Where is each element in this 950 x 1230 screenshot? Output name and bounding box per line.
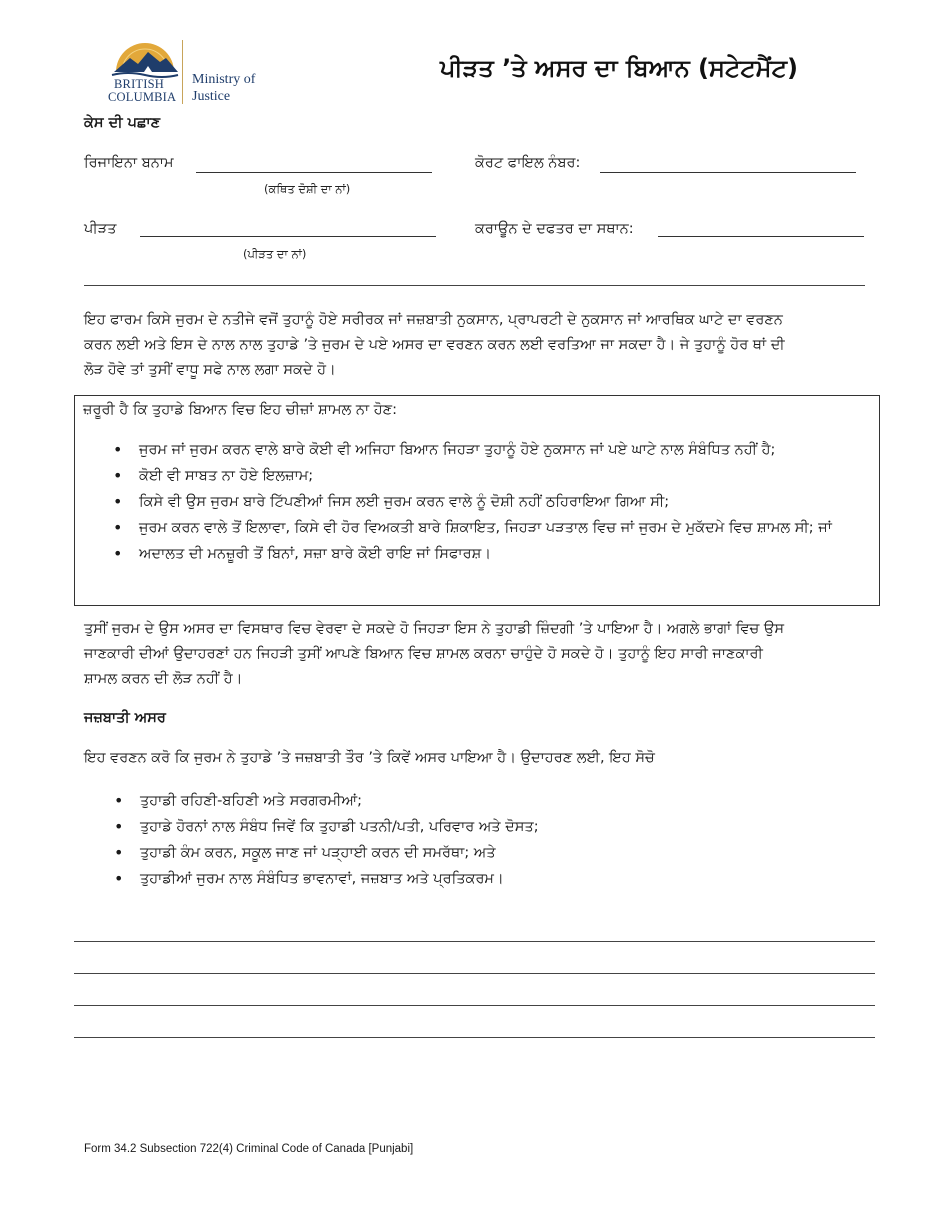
- crown-office-label: ਕਰਾਊਨ ਦੇ ਦਫਤਰ ਦਾ ਸਥਾਨ:: [475, 221, 634, 237]
- emotional-impact-heading: ਜਜ਼ਬਾਤੀ ਅਸਰ: [84, 710, 166, 726]
- list-item: • ਤੁਹਾਡੀ ਕੰਮ ਕਰਨ, ਸਕੂਲ ਜਾਣ ਜਾਂ ਪੜ੍ਹਾਈ ਕਰਨ ਦੀ ਸਮਰੱਥਾ; ਅਤੇ: [140, 840, 840, 866]
- intro-line-3: ਲੋੜ ਹੋਵੇ ਤਾਂ ਤੁਸੀਂ ਵਾਧੂ ਸਫੇ ਨਾਲ ਲਗਾ ਸਕਦੇ ਹੋ।: [84, 362, 336, 378]
- accused-name-field[interactable]: [196, 172, 432, 173]
- exclusions-intro: ਜ਼ਰੂਰੀ ਹੈ ਕਿ ਤੁਹਾਡੇ ਬਿਆਨ ਵਿਚ ਇਹ ਚੀਜ਼ਾਂ ਸ਼ਾਮਲ ਨਾ ਹੋਣ:: [83, 402, 397, 418]
- details-line-3: ਸ਼ਾਮਲ ਕਰਨ ਦੀ ਲੋੜ ਨਹੀਂ ਹੈ।: [84, 671, 243, 687]
- emotional-impact-intro: ਇਹ ਵਰਣਨ ਕਰੋ ਕਿ ਜੁਰਮ ਨੇ ਤੁਹਾਡੇ ’ਤੇ ਜਜ਼ਬਾਤੀ ਤੌਰ ’ਤੇ ਕਿਵੇਂ ਅਸਰ ਪਾਇਆ ਹੈ। ਉਦਾਹਰਣ ਲਈ, ਇਹ ਸੋਚੋ: [84, 750, 655, 766]
- regina-label: ਰਿਜਾਇਨਾ ਬਨਾਮ: [84, 155, 174, 171]
- case-id-heading: ਕੇਸ ਦੀ ਪਛਾਣ: [84, 115, 161, 131]
- court-file-number-field[interactable]: [600, 172, 856, 173]
- logo-justice-text: Justice: [192, 89, 231, 104]
- list-item: • ਤੁਹਾਡੀਆਂ ਜੁਰਮ ਨਾਲ ਸੰਬੰਧਿਤ ਭਾਵਨਾਵਾਂ, ਜਜ਼ਬਾਤ ਅਤੇ ਪ੍ਰਤਿਕਰਮ।: [140, 866, 840, 892]
- logo-ministry-text: Ministry of: [192, 72, 256, 87]
- list-item: • ਜੁਰਮ ਕਰਨ ਵਾਲੇ ਤੋਂ ਇਲਾਵਾ, ਕਿਸੇ ਵੀ ਹੋਰ ਵਿਅਕਤੀ ਬਾਰੇ ਸ਼ਿਕਾਇਤ, ਜਿਹੜਾ ਪੜਤਾਲ ਵਿਚ ਜਾਂ ਜੁਰਮ ਦੇ ਮੁਕੱਦਮੇ ਵਿਚ ਸ਼ਾਮਲ ਸੀ; ਜਾਂ: [139, 516, 869, 540]
- writing-line-1[interactable]: [74, 941, 875, 942]
- logo-divider: [182, 40, 183, 104]
- details-line-1: ਤੁਸੀਂ ਜੁਰਮ ਦੇ ਉਸ ਅਸਰ ਦਾ ਵਿਸਥਾਰ ਵਿਚ ਵੇਰਵਾ ਦੇ ਸਕਦੇ ਹੋ ਜਿਹੜਾ ਇਸ ਨੇ ਤੁਹਾਡੀ ਜ਼ਿੰਦਗੀ ’ਤੇ ਪਾਇਆ ਹੈ। ਅਗਲੇ ਭਾਗਾਂ ਵਿਚ ਉਸ: [84, 621, 785, 637]
- court-file-label: ਕੋਰਟ ਫਾਇਲ ਨੰਬਰ:: [475, 155, 581, 171]
- intro-line-2: ਕਰਨ ਲਈ ਅਤੇ ਇਸ ਦੇ ਨਾਲ ਨਾਲ ਤੁਹਾਡੇ ’ਤੇ ਜੁਰਮ ਦੇ ਪਏ ਅਸਰ ਦਾ ਵਰਣਨ ਕਰਨ ਲਈ ਵਰਤਿਆ ਜਾ ਸਕਦਾ ਹੈ। ਜੇ ਤੁਹਾਨੂੰ ਹੋਰ ਥਾਂ ਦੀ: [84, 337, 785, 353]
- list-item: • ਕਿਸੇ ਵੀ ਉਸ ਜੁਰਮ ਬਾਰੇ ਟਿੱਪਣੀਆਂ ਜਿਸ ਲਈ ਜੁਰਮ ਕਰਨ ਵਾਲੇ ਨੂੰ ਦੋਸ਼ੀ ਨਹੀਂ ਠਹਿਰਾਇਆ ਗਿਆ ਸੀ;: [139, 490, 869, 514]
- bc-sun-mountain-icon: [108, 40, 182, 78]
- list-item: • ਕੋਈ ਵੀ ਸਾਬਤ ਨਾ ਹੋਏ ਇਲਜ਼ਾਮ;: [139, 464, 869, 488]
- exclusions-list: [139, 438, 869, 568]
- writing-line-2[interactable]: [74, 973, 875, 974]
- victim-name-field[interactable]: [140, 236, 436, 237]
- victim-name-hint: (ਪੀੜਤ ਦਾ ਨਾਂ): [243, 247, 307, 261]
- exclusions-notice-box: [74, 395, 880, 606]
- crown-office-field[interactable]: [658, 236, 864, 237]
- logo-columbia-text: COLUMBIA: [108, 90, 177, 104]
- writing-line-4[interactable]: [74, 1037, 875, 1038]
- bc-logo: [108, 40, 268, 106]
- emotional-impact-list: [140, 788, 840, 892]
- list-item: • ਤੁਹਾਡੀ ਰਹਿਣੀ-ਬਹਿਣੀ ਅਤੇ ਸਰਗਰਮੀਆਂ;: [140, 788, 840, 814]
- details-paragraph: [84, 617, 864, 692]
- list-item: • ਅਦਾਲਤ ਦੀ ਮਨਜ਼ੂਰੀ ਤੋਂ ਬਿਨਾਂ, ਸਜ਼ਾ ਬਾਰੇ ਕੋਈ ਰਾਇ ਜਾਂ ਸਿਫਾਰਸ਼।: [139, 542, 869, 566]
- accused-name-hint: (ਕਥਿਤ ਦੋਸ਼ੀ ਦਾ ਨਾਂ): [264, 182, 351, 196]
- intro-line-1: ਇਹ ਫਾਰਮ ਕਿਸੇ ਜੁਰਮ ਦੇ ਨਤੀਜੇ ਵਜੋਂ ਤੁਹਾਨੂੰ ਹੋਏ ਸਰੀਰਕ ਜਾਂ ਜਜ਼ਬਾਤੀ ਨੁਕਸਾਨ, ਪ੍ਰਾਪਰਟੀ ਦੇ ਨੁਕਸਾਨ ਜਾਂ ਆਰਥਿਕ ਘਾਟੇ ਦਾ ਵਰਣਨ: [84, 312, 783, 328]
- victim-label: ਪੀੜਤ: [84, 221, 117, 237]
- list-item: • ਜੁਰਮ ਜਾਂ ਜੁਰਮ ਕਰਨ ਵਾਲੇ ਬਾਰੇ ਕੋਈ ਵੀ ਅਜਿਹਾ ਬਿਆਨ ਜਿਹੜਾ ਤੁਹਾਨੂੰ ਹੋਏ ਨੁਕਸਾਨ ਜਾਂ ਪਏ ਘਾਟੇ ਨਾਲ ਸੰਬੰਧਿਤ ਨਹੀਂ ਹੈ;: [139, 438, 869, 462]
- document-title: ਪੀੜਤ ’ਤੇ ਅਸਰ ਦਾ ਬਿਆਨ (ਸਟੇਟਮੈਂਟ): [440, 54, 798, 82]
- writing-line-3[interactable]: [74, 1005, 875, 1006]
- intro-paragraph: [84, 308, 864, 383]
- logo-british-text: BRITISH: [114, 77, 165, 91]
- details-line-2: ਜਾਣਕਾਰੀ ਦੀਆਂ ਉਦਾਹਰਣਾਂ ਹਨ ਜਿਹੜੀ ਤੁਸੀਂ ਆਪਣੇ ਬਿਆਨ ਵਿਚ ਸ਼ਾਮਲ ਕਰਨਾ ਚਾਹੁੰਦੇ ਹੋ ਸਕਦੇ ਹੋ। ਤੁਹਾਨੂੰ ਇਹ ਸਾਰੀ ਜਾਣਕਾਰੀ: [84, 646, 763, 662]
- case-id-divider: [84, 285, 865, 286]
- list-item: • ਤੁਹਾਡੇ ਹੋਰਨਾਂ ਨਾਲ ਸੰਬੰਧ ਜਿਵੇਂ ਕਿ ਤੁਹਾਡੀ ਪਤਨੀ/ਪਤੀ, ਪਰਿਵਾਰ ਅਤੇ ਦੋਸਤ;: [140, 814, 840, 840]
- form-footer: Form 34.2 Subsection 722(4) Criminal Code of Canada [Punjabi]: [84, 1143, 414, 1155]
